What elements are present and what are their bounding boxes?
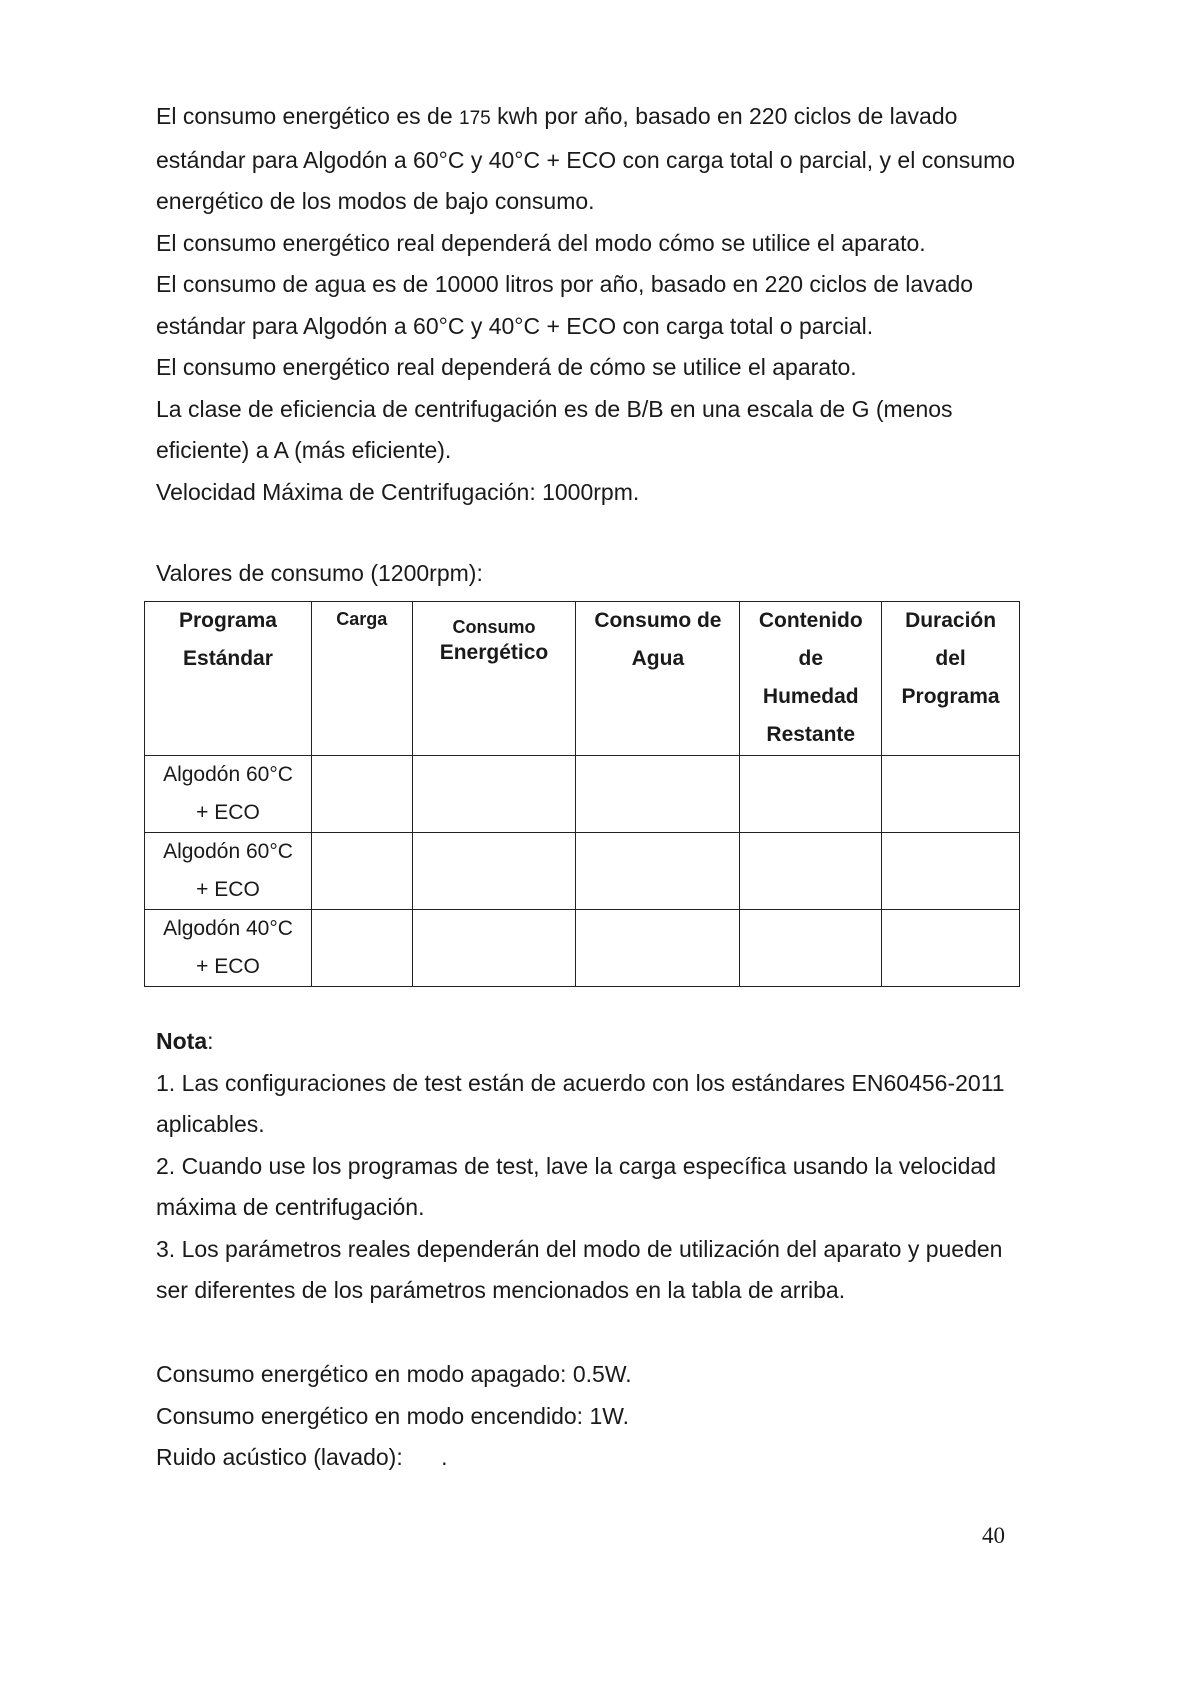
nota-colon: : (207, 1028, 214, 1054)
nota-title: Nota (156, 1028, 208, 1054)
nota-item-1: 1. Las configuraciones de test están de acuerdo con los estándares EN60456-2011 aplicables. (156, 1069, 1005, 1137)
row-agua-cell (576, 910, 740, 987)
header-humedad-line3: Humedad (762, 685, 859, 708)
row-duracion-cell (882, 833, 1020, 910)
row-program-line1: Algodón 60°C (163, 763, 293, 786)
row-energetico-cell (412, 833, 576, 910)
on-mode-consumption: Consumo energético en modo encendido: 1W. (156, 1402, 630, 1429)
header-humedad-line1: Contenido (758, 609, 863, 632)
row-duracion-cell (882, 910, 1020, 987)
off-mode-consumption: Consumo energético en modo apagado: 0.5W. (156, 1361, 632, 1387)
header-programa (145, 602, 312, 756)
header-consumo-energetico (412, 602, 576, 756)
header-duracion-line3: Programa (901, 685, 1000, 708)
table-row (145, 833, 1020, 910)
acoustic-noise: Ruido acústico (lavado): . (156, 1444, 448, 1470)
row-program-line1: Algodón 40°C (163, 917, 293, 940)
row-agua-cell (576, 756, 740, 833)
row-program-cell (145, 910, 312, 987)
row-program-line2: + ECO (196, 878, 260, 901)
row-carga-cell (311, 833, 412, 910)
energy-info-block (156, 96, 1036, 513)
row-energetico-cell (412, 910, 576, 987)
consumption-table (144, 601, 1020, 987)
header-programa-line2: Estándar (183, 647, 273, 670)
energy-text-start: El consumo energético es de (156, 103, 460, 129)
energy-usage-paragraph: El consumo energético real dependerá de cómo se utilice el aparato. (156, 354, 857, 380)
nota-heading (156, 1021, 1036, 1063)
water-annual-paragraph: El consumo de agua es de 10000 litros por año, basado en 220 ciclos de lavado estándar para Algodón a 60°C y 40°C + ECO con carga total o parcial. (156, 271, 974, 339)
energy-real-paragraph: El consumo energético real dependerá del modo cómo se utilice el aparato. (156, 229, 926, 256)
row-program-cell (145, 756, 312, 833)
row-duracion-cell (882, 756, 1020, 833)
header-humedad-restante (740, 602, 882, 756)
table-caption: Valores de consumo (1200rpm): (156, 560, 483, 586)
header-agua-line2: Agua (631, 647, 685, 670)
header-carga (311, 602, 412, 756)
spin-efficiency-paragraph: La clase de eficiencia de centrifugación es de B/B en una escala de G (menos eficiente) a A (más eficiente). (156, 395, 953, 463)
row-humedad-cell (740, 833, 882, 910)
row-energetico-cell (412, 756, 576, 833)
nota-item-2: 2. Cuando use los programas de test, lave la carga específica usando la velocidad máxima de centrifugación. (156, 1152, 997, 1220)
header-programa-line1: Programa (178, 609, 277, 632)
header-consumo-agua (576, 602, 740, 756)
header-duracion (882, 602, 1020, 756)
header-duracion-line1: Duración (905, 609, 997, 632)
row-carga-cell (311, 756, 412, 833)
max-spin-speed-paragraph: Velocidad Máxima de Centrifugación: 1000rpm. (156, 478, 640, 505)
table-row (145, 756, 1020, 833)
row-program-line1: Algodón 60°C (163, 840, 293, 863)
row-humedad-cell (740, 756, 882, 833)
energy-text-end: kwh por año, basado en 220 ciclos de lavado estándar para Algodón a 60°C y 40°C + ECO con carga total o parcial, y el consumo energético de los modos de bajo consumo. (156, 103, 1016, 214)
power-info-block (156, 1354, 1036, 1479)
row-humedad-cell (740, 910, 882, 987)
nota-block (156, 1021, 1036, 1312)
row-program-cell (145, 833, 312, 910)
header-agua-line1: Consumo de (594, 609, 722, 632)
header-duracion-line2: del (935, 647, 966, 670)
energy-annual-paragraph (156, 96, 1036, 223)
header-energetico-line2: Energético (439, 641, 549, 664)
energy-kwh-value: 175 (459, 108, 491, 129)
row-carga-cell (311, 910, 412, 987)
row-program-line2: + ECO (196, 801, 260, 824)
header-energetico-line1: Consumo (452, 617, 536, 637)
table-header-row (145, 602, 1020, 756)
header-humedad-line2: de (798, 647, 824, 670)
row-program-line2: + ECO (196, 955, 260, 978)
row-agua-cell (576, 833, 740, 910)
header-humedad-line4: Restante (766, 723, 856, 746)
page-number: 40 (982, 1523, 1005, 1548)
table-row (145, 910, 1020, 987)
header-carga-text: Carga (336, 609, 388, 629)
nota-item-3: 3. Los parámetros reales dependerán del modo de utilización del aparato y pueden ser diferentes de los parámetros mencionados en la tabla de arriba. (156, 1235, 1003, 1303)
